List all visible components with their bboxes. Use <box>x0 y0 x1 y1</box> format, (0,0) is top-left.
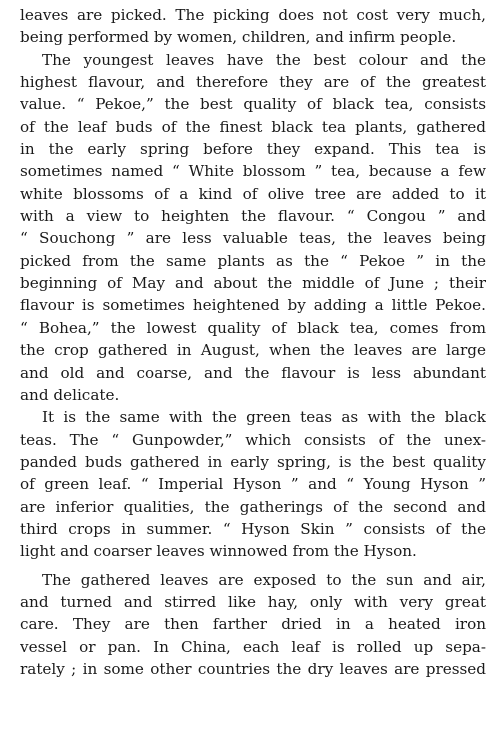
text-line: of the leaf buds of the finest black tea plants, gathered <box>20 117 486 136</box>
text-line: panded buds gathered in early spring, is the best quality <box>20 452 486 471</box>
text-line: The youngest leaves have the best colour and the <box>42 50 486 69</box>
text-line: beginning of May and about the middle of June ; their <box>20 274 486 293</box>
text-line: and old and coarse, and the flavour is less abundant <box>20 363 486 382</box>
text-line: “ Souchong ” are less valuable teas, the leaves being <box>20 229 486 248</box>
text-line: care. They are then farther dried in a heated iron <box>20 615 486 634</box>
book-page-text <box>20 4 486 680</box>
text-line: value. “ Pekoe,” the best quality of black tea, consists <box>20 95 486 114</box>
text-line: white blossoms of a kind of olive tree are added to it <box>20 184 486 203</box>
text-line: highest flavour, and therefore they are of the greatest <box>20 73 486 92</box>
paragraph-1 <box>20 4 486 49</box>
paragraph-3 <box>20 406 486 562</box>
text-line: picked from the same plants as the “ Pekoe ” in the <box>20 251 486 270</box>
text-line: are inferior qualities, the gatherings of the second and <box>20 497 486 516</box>
text-line: leaves are picked. The picking does not cost very much, <box>20 6 486 24</box>
text-line: being performed by women, children, and infirm people. <box>20 28 457 47</box>
text-line: vessel or pan. In China, each leaf is rolled up sepa- <box>20 637 486 656</box>
text-line: sometimes named “ White blossom ” tea, because a few <box>20 162 486 181</box>
paragraph-4 <box>20 569 486 681</box>
text-line: rately ; in some other countries the dry leaves are pressed <box>20 659 486 678</box>
text-line: and turned and stirred like hay, only with very great <box>20 592 486 611</box>
text-line: in the early spring before they expand. This tea is <box>20 140 486 159</box>
text-line: of green leaf. “ Imperial Hyson ” and “ Young Hyson ” <box>20 475 486 494</box>
text-line: The gathered leaves are exposed to the sun and air, <box>42 570 486 589</box>
paragraph-2 <box>20 49 486 407</box>
text-line: third crops in summer. “ Hyson Skin ” consists of the <box>20 519 486 538</box>
text-line: teas. The “ Gunpowder,” which consists of the unex- <box>20 430 486 449</box>
text-line: flavour is sometimes heightened by adding a little Pekoe. <box>20 296 486 315</box>
text-line: and delicate. <box>20 385 120 404</box>
text-line: light and coarser leaves winnowed from the Hyson. <box>20 542 417 561</box>
text-line: with a view to heighten the flavour. “ Congou ” and <box>20 207 486 226</box>
text-line: “ Bohea,” the lowest quality of black tea, comes from <box>20 318 486 337</box>
text-line: It is the same with the green teas as with the black <box>42 408 486 427</box>
text-line: the crop gathered in August, when the leaves are large <box>20 341 486 360</box>
